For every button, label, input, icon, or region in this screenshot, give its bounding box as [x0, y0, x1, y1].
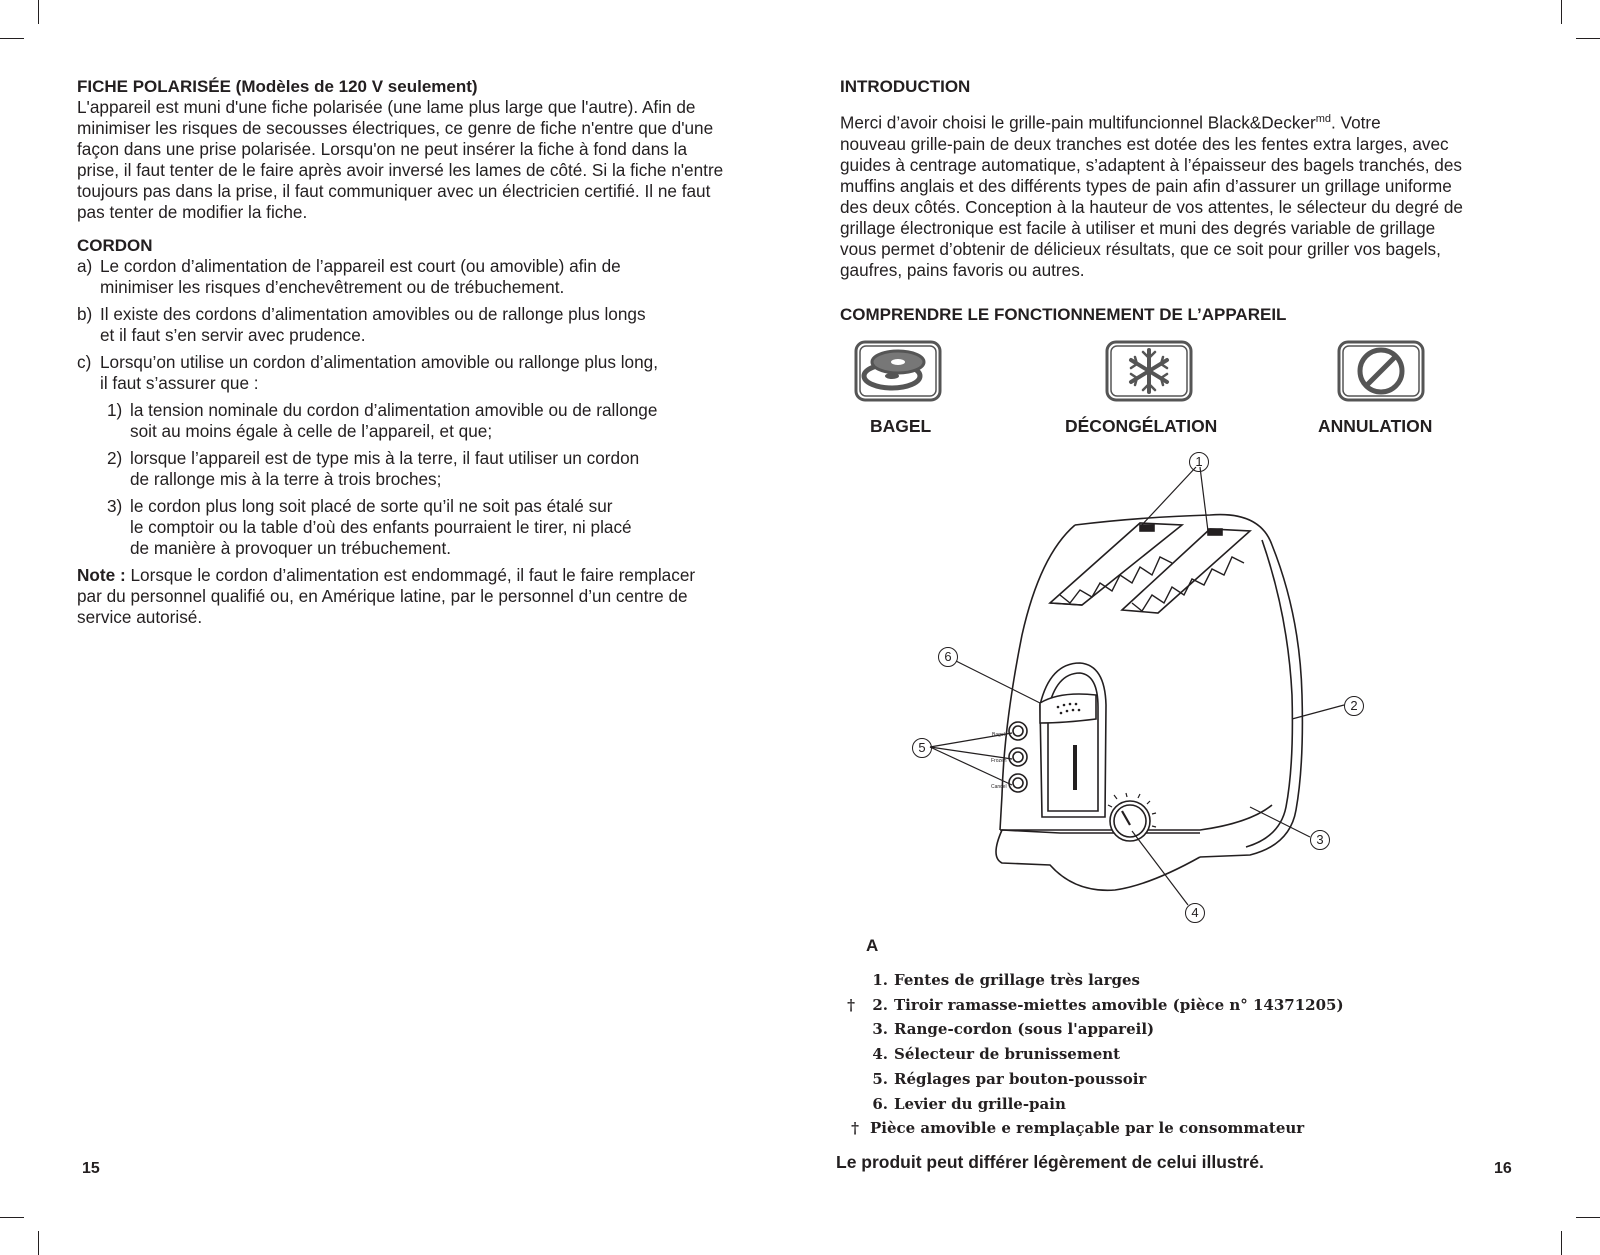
sub-list-item — [77, 400, 767, 442]
crop-mark — [1576, 38, 1600, 39]
callout-number: 3 — [1316, 832, 1324, 847]
dagger-mark — [842, 1092, 860, 1117]
crop-mark — [0, 38, 24, 39]
cord-list — [77, 256, 767, 559]
item-label: b) — [77, 304, 93, 324]
right-column — [840, 76, 1530, 325]
parts-list — [842, 968, 1344, 1141]
callout-marker — [938, 647, 958, 667]
text-line: Le cordon d’alimentation de l’appareil est court (ou amovible) afin de — [100, 256, 621, 276]
text-line: la tension nominale du cordon d’alimentation amovible ou de rallonge — [130, 400, 658, 420]
item-number: 4. — [872, 1045, 888, 1064]
panel-label: Frozen — [991, 758, 1007, 764]
item-number: 1. — [872, 971, 888, 989]
sub-list-item — [77, 448, 767, 490]
list-item — [842, 1067, 1344, 1092]
list-item — [77, 304, 767, 346]
callout-number: 4 — [1191, 905, 1199, 920]
text-line: de manière à provoquer un trébuchement. — [130, 538, 452, 558]
trademark-sup: md — [1315, 113, 1331, 125]
item-label: 1) — [107, 400, 123, 420]
item-number: 5. — [872, 1069, 888, 1088]
text-line: gaufres, pains favoris ou autres. — [840, 259, 1085, 280]
text-line: et il faut s’en servir avec prudence. — [100, 325, 366, 345]
cord-heading: CORDON — [77, 236, 153, 255]
text-line: de rallonge mis à la terre à trois broches; — [130, 469, 442, 489]
dagger-mark: † — [847, 995, 855, 1014]
dagger-mark — [842, 968, 860, 993]
list-item — [842, 1116, 1344, 1141]
toaster-illustration — [900, 445, 1440, 935]
figure-letter: A — [866, 936, 879, 955]
text-line: minimiser les risques de secousses électriques, ce genre de fiche n'entre que d'une — [77, 118, 714, 138]
icon-label: BAGEL — [870, 416, 932, 436]
text-line: le comptoir ou la table d’où des enfants pourraient le tirer, ni placé — [130, 517, 632, 537]
callout-number: 6 — [944, 649, 952, 664]
item-text: Pièce amovible e remplaçable par le consommateur — [870, 1119, 1305, 1138]
callout-number: 5 — [918, 740, 926, 755]
text-line: Merci d’avoir choisi le grille-pain multifuncionnel Black&Decker — [840, 112, 1316, 133]
list-item — [842, 1092, 1344, 1117]
item-text: Fentes de grillage très larges — [894, 971, 1140, 989]
item-number: 2. — [872, 995, 888, 1014]
text-line: il faut s’assurer que : — [100, 373, 259, 393]
note-label: Note : — [77, 565, 126, 585]
text-line: Lorsqu’on utilise un cordon d’alimentation amovible ou rallonge plus long, — [100, 352, 658, 372]
item-text: Sélecteur de brunissement — [894, 1045, 1121, 1064]
text-line: toujours pas dans la prise, il faut communiquer avec un électricien certifié. Il ne faut — [77, 181, 711, 201]
crop-mark — [0, 1217, 24, 1218]
callout-marker — [1310, 830, 1330, 850]
intro-body — [840, 109, 1530, 281]
bagel-icon — [854, 340, 942, 402]
text-line: Il existe des cordons d’alimentation amovibles ou de rallonge plus longs — [100, 304, 646, 324]
snowflake-icon — [1105, 340, 1193, 402]
dagger-mark — [842, 1067, 860, 1092]
page-number: 15 — [82, 1160, 100, 1177]
text-line: lorsque l’appareil est de type mis à la terre, il faut utiliser un cordon — [130, 448, 640, 468]
item-label: a) — [77, 256, 93, 276]
callout-number: 1 — [1195, 454, 1203, 469]
item-text: Réglages par bouton-poussoir — [894, 1069, 1147, 1088]
text-line: guides à centrage automatique, s’adaptent à l’épaisseur des bagels tranchés, des — [840, 154, 1463, 175]
understand-heading: COMPRENDRE LE FONCTIONNEMENT DE L’APPAREIL — [840, 304, 1287, 324]
list-item — [842, 993, 1344, 1018]
note-paragraph — [77, 565, 767, 628]
callout-number: 2 — [1350, 698, 1358, 713]
crop-mark — [1561, 0, 1562, 24]
icon-label: ANNULATION — [1318, 416, 1433, 436]
callout-marker — [912, 738, 932, 758]
text-line: pas tenter de modifier la fiche. — [77, 202, 308, 222]
plug-body — [77, 97, 767, 223]
text-line: service autorisé. — [77, 607, 203, 627]
text-line: façon dans une prise polarisée. Lorsqu'on ne peut insérer la fiche à fond dans la — [77, 139, 688, 159]
text-line: nouveau grille-pain de deux tranches est dotée des les fentes extra larges, avec — [840, 133, 1449, 154]
intro-heading: INTRODUCTION — [840, 77, 971, 96]
list-item — [77, 352, 767, 394]
list-item — [842, 1017, 1344, 1042]
crop-mark — [1561, 1231, 1562, 1255]
cancel-icon — [1337, 340, 1425, 402]
list-item — [842, 968, 1344, 993]
item-label: c) — [77, 352, 92, 372]
text-line: prise, il faut tenter de le faire après avoir inversé les lames de côté. Si la fiche n'entre — [77, 160, 724, 180]
text-line: grillage électronique est facile à utiliser et muni des degrés variable de grillage — [840, 217, 1436, 238]
text-line: par du personnel qualifié ou, en Amérique latine, par le personnel d’un centre de — [77, 586, 688, 606]
item-label: 2) — [107, 448, 123, 468]
item-label: 3) — [107, 496, 123, 516]
text-line: des deux côtés. Conception à la hauteur de vos attentes, le sélecteur du degré de — [840, 196, 1463, 217]
item-number: 3. — [872, 1020, 888, 1039]
panel-label: Bagel — [992, 732, 1005, 738]
sub-list-item — [77, 496, 767, 559]
callout-marker — [1189, 452, 1209, 472]
crop-mark — [38, 0, 39, 24]
text-line: Lorsque le cordon d’alimentation est endommagé, il faut le faire remplacer — [125, 565, 696, 585]
icon-label: DÉCONGÉLATION — [1065, 416, 1218, 436]
dagger-mark — [842, 1042, 860, 1067]
callout-marker — [1185, 903, 1205, 923]
left-column — [77, 76, 767, 628]
dagger-mark: † — [851, 1119, 859, 1138]
text-line: soit au moins égale à celle de l’appareil, et que; — [130, 421, 493, 441]
crop-mark — [38, 1231, 39, 1255]
text-line: le cordon plus long soit placé de sorte qu’il ne soit pas étalé sur — [130, 496, 613, 516]
panel-label: Cancel — [991, 784, 1007, 790]
function-icons — [840, 340, 1460, 440]
disclaimer: Le produit peut différer légèrement de celui illustré. — [836, 1152, 1264, 1172]
text-line: L'appareil est muni d'une fiche polarisée (une lame plus large que l'autre). Afin de — [77, 97, 696, 117]
list-item — [77, 256, 767, 298]
page-number: 16 — [1494, 1160, 1512, 1177]
callout-marker — [1344, 696, 1364, 716]
crop-mark — [1576, 1217, 1600, 1218]
dagger-mark — [842, 1017, 860, 1042]
item-text: Range-cordon (sous l'appareil) — [894, 1020, 1155, 1039]
text-line: vous permet d’obtenir de délicieux résultats, que ce soit pour griller vos bagels, — [840, 238, 1441, 259]
text-line: . Votre — [1331, 112, 1381, 133]
item-text: Tiroir ramasse-miettes amovible (pièce n° 14371205) — [894, 995, 1344, 1014]
plug-heading: FICHE POLARISÉE (Modèles de 120 V seulement) — [77, 77, 478, 96]
item-text: Levier du grille-pain — [894, 1094, 1066, 1113]
text-line: minimiser les risques d’enchevêtrement ou de trébuchement. — [100, 277, 565, 297]
list-item — [842, 1042, 1344, 1067]
text-line: muffins anglais et des différents types de pain afin d’assurer un grillage uniforme — [840, 175, 1452, 196]
item-number: 6. — [872, 1094, 888, 1113]
